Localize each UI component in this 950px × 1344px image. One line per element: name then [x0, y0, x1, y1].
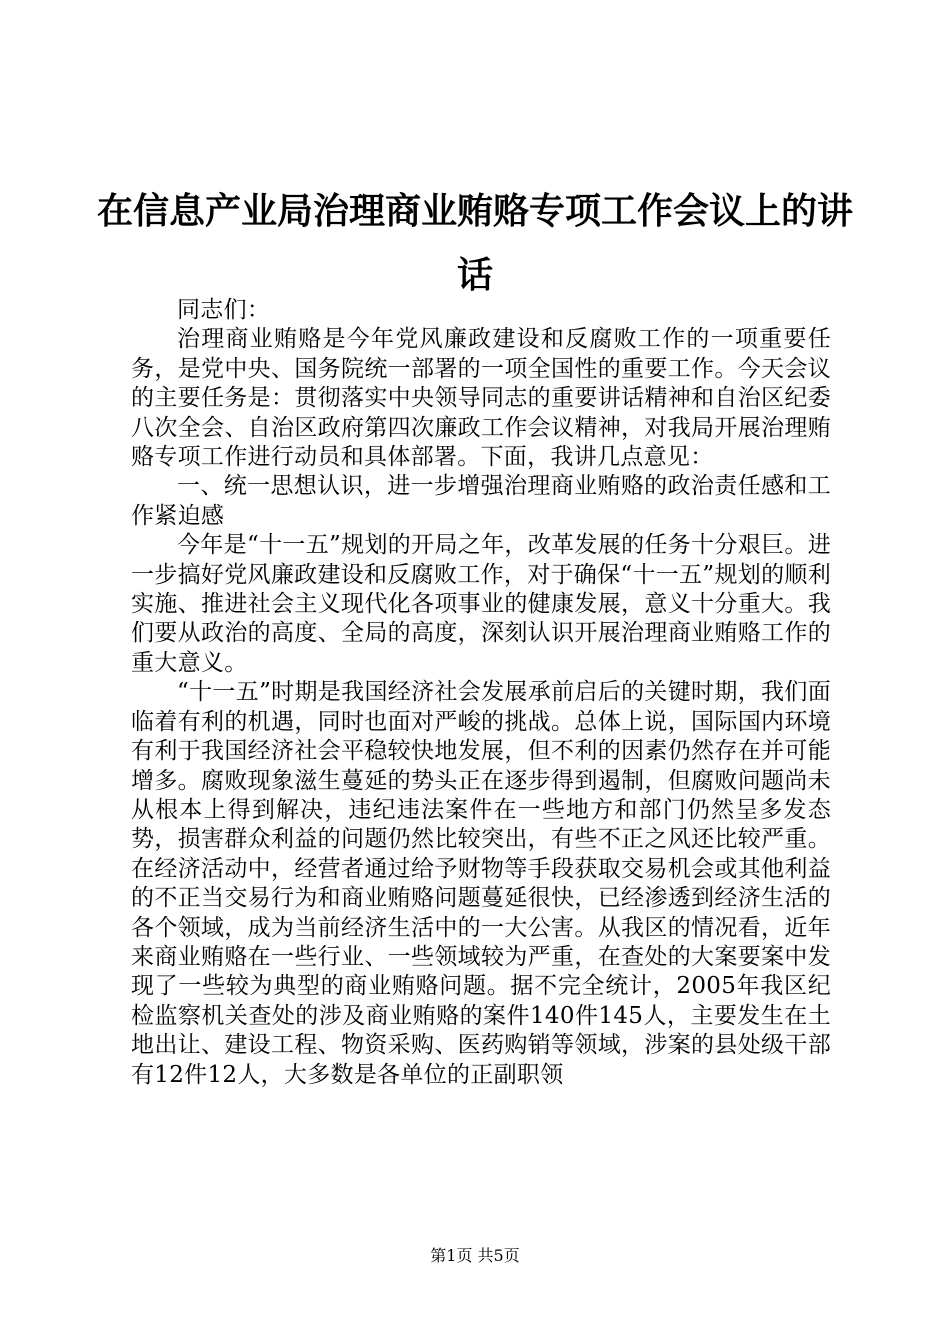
body-paragraph: “十一五”时期是我国经济社会发展承前启后的关键时期，我们面临着有利的机遇，同时也面对严峻的挑战。总体上说，国际国内环境有利于我国经济社会平稳较快地发展，但不利的因素仍然存在并可能增多。腐败现象滋生蔓延的势头正在逐步得到遏制，但腐败问题尚未从根本上得到解决，违纪违法案件在一些地方和部门仍然呈多发态势，损害群众利益的问题仍然比较突出，有些不正之风还比较严重。在经济活动中，经营者通过给予财物等手段获取交易机会或其他利益的不正当交易行为和商业贿赂问题蔓延很快，已经渗透到经济生活的各个领域，成为当前经济生活中的一大公害。从我区的情况看，近年来商业贿赂在一些行业、一些领域较为严重，在查处的大案要案中发现了一些较为典型的商业贿赂问题。据不完全统计，2005年我区纪检监察机关查处的涉及商业贿赂的案件140件145人，主要发生在土地出让、建设工程、物资采购、医药购销等领域，涉案的县处级干部有12件12人，大多数是各单位的正副职领 — [131, 679, 831, 1088]
body-paragraph: 今年是“十一五”规划的开局之年，改革发展的任务十分艰巨。进一步搞好党风廉政建设和反腐败工作，对于确保“十一五”规划的顺利实施、推进社会主义现代化各项事业的健康发展，意义十分重大。我们要从政治的高度、全局的高度，深刻认识开展治理商业贿赂工作的重大意义。 — [131, 532, 831, 676]
document-title: 在信息产业局治理商业贿赂专项工作会议上的讲话 — [96, 191, 853, 296]
salutation: 同志们： — [177, 297, 271, 323]
section-heading: 一、统一思想认识，进一步增强治理商业贿赂的政治责任感和工作紧迫感 — [131, 473, 831, 529]
document-body — [131, 296, 831, 1090]
body-paragraph: 治理商业贿赂是今年党风廉政建设和反腐败工作的一项重要任务，是党中央、国务院统一部署的一项全国性的重要工作。今天会议的主要任务是：贯彻落实中央领导同志的重要讲话精神和自治区纪委八次全会、自治区政府第四次廉政工作会议精神，对我局开展治理贿赂专项工作进行动员和具体部署。下面，我讲几点意见： — [131, 326, 831, 471]
page-footer: 第1页 共5页 — [430, 1246, 520, 1265]
